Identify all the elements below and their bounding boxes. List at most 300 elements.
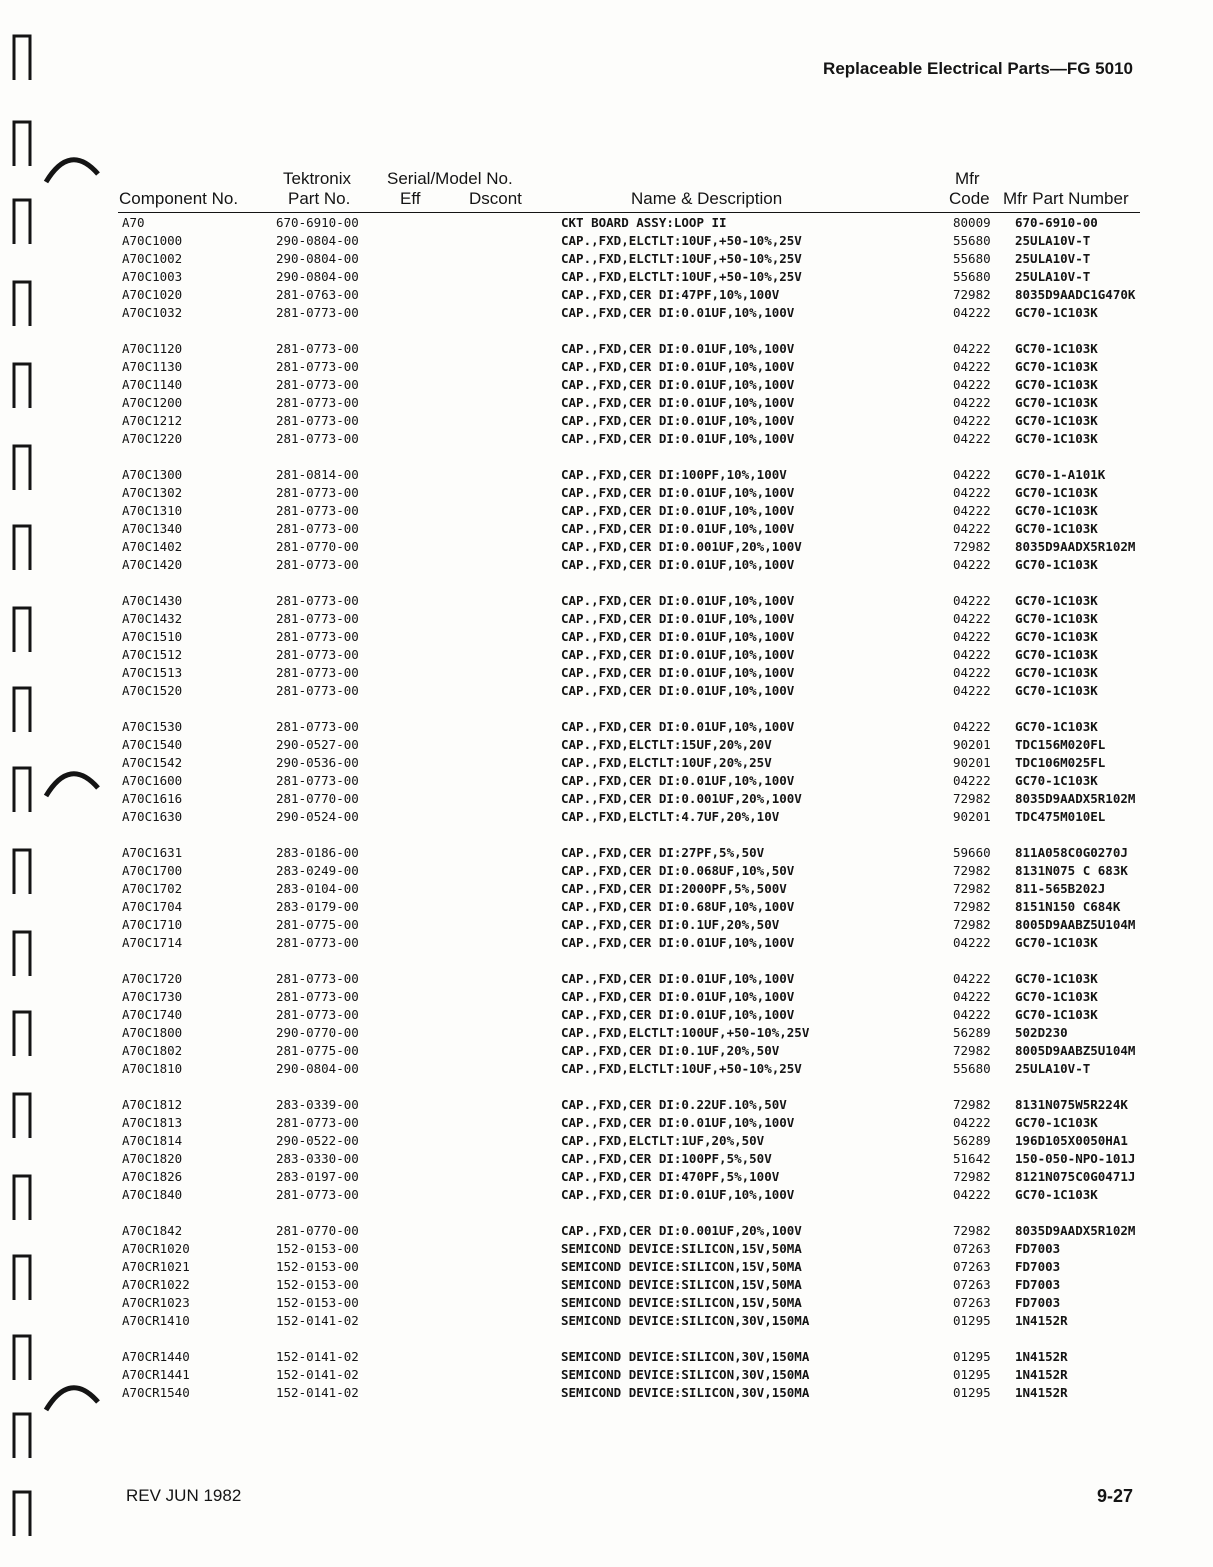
table-row: [0, 1060, 1213, 1078]
mfr-code-cell: 72982: [953, 1169, 991, 1184]
mfr-code-cell: 04222: [953, 521, 991, 536]
tektronix-part-no-cell: 281-0773-00: [276, 1187, 359, 1202]
tektronix-part-no-cell: 281-0773-00: [276, 395, 359, 410]
table-row: [0, 1312, 1213, 1330]
name-description-cell: CAP.,FXD,CER DI:0.1UF,20%,50V: [561, 917, 780, 932]
component-no-cell: A70C1810: [122, 1061, 183, 1076]
tektronix-part-no-cell: 290-0522-00: [276, 1133, 359, 1148]
table-row: [0, 736, 1213, 754]
name-description-cell: CAP.,FXD,CER DI:0.01UF,10%,100V: [561, 395, 795, 410]
mfr-part-number-cell: TDC156M020FL: [1015, 737, 1106, 752]
mfr-part-number-cell: GC70-1C103K: [1015, 485, 1098, 500]
mfr-part-number-cell: FD7003: [1015, 1295, 1061, 1310]
mfr-code-cell: 72982: [953, 539, 991, 554]
name-description-cell: CAP.,FXD,CER DI:0.001UF,20%,100V: [561, 539, 802, 554]
table-row: [0, 1258, 1213, 1276]
mfr-code-cell: 01295: [953, 1313, 991, 1328]
mfr-part-number-cell: GC70-1C103K: [1015, 1007, 1098, 1022]
mfr-part-number-cell: GC70-1C103K: [1015, 935, 1098, 950]
component-no-cell: A70C1800: [122, 1025, 183, 1040]
tektronix-part-no-cell: 281-0773-00: [276, 593, 359, 608]
component-no-cell: A70C1032: [122, 305, 183, 320]
mfr-part-number-cell: GC70-1C103K: [1015, 773, 1098, 788]
component-no-cell: A70C1200: [122, 395, 183, 410]
table-row: [0, 790, 1213, 808]
table-row: [0, 268, 1213, 286]
punch-mark-icon: [8, 928, 38, 978]
component-no-cell: A70CR1440: [122, 1349, 190, 1364]
punch-mark-icon: [8, 846, 38, 896]
table-row: [0, 628, 1213, 646]
table-row: [0, 214, 1213, 232]
component-no-cell: A70CR1441: [122, 1367, 190, 1382]
tektronix-part-no-cell: 281-0773-00: [276, 773, 359, 788]
component-no-cell: A70C1512: [122, 647, 183, 662]
name-description-cell: CAP.,FXD,CER DI:470PF,5%,100V: [561, 1169, 780, 1184]
mfr-code-cell: 04222: [953, 611, 991, 626]
tektronix-part-no-cell: 281-0775-00: [276, 917, 359, 932]
tektronix-part-no-cell: 281-0773-00: [276, 557, 359, 572]
table-row: [0, 286, 1213, 304]
mfr-code-cell: 72982: [953, 881, 991, 896]
mfr-code-cell: 04222: [953, 395, 991, 410]
tektronix-part-no-cell: 281-0773-00: [276, 1115, 359, 1130]
table-row: [0, 340, 1213, 358]
tektronix-part-no-cell: 281-0773-00: [276, 431, 359, 446]
name-description-cell: CAP.,FXD,CER DI:0.01UF,10%,100V: [561, 359, 795, 374]
table-row: [0, 808, 1213, 826]
mfr-code-cell: 01295: [953, 1349, 991, 1364]
mfr-part-number-cell: GC70-1C103K: [1015, 989, 1098, 1004]
table-row: [0, 1222, 1213, 1240]
mfr-part-number-cell: 25ULA10V-T: [1015, 251, 1091, 266]
mfr-part-number-cell: FD7003: [1015, 1259, 1061, 1274]
mfr-part-number-cell: 8131N075 C 683K: [1015, 863, 1128, 878]
table-row: [0, 1276, 1213, 1294]
mfr-part-number-cell: TDC106M025FL: [1015, 755, 1106, 770]
mfr-code-cell: 80009: [953, 215, 991, 230]
component-no-cell: A70C1420: [122, 557, 183, 572]
component-no-cell: A70C1700: [122, 863, 183, 878]
tektronix-part-no-cell: 290-0770-00: [276, 1025, 359, 1040]
name-description-cell: CAP.,FXD,CER DI:0.01UF,10%,100V: [561, 773, 795, 788]
mfr-part-number-cell: GC70-1C103K: [1015, 647, 1098, 662]
table-row: [0, 844, 1213, 862]
component-no-cell: A70CR1020: [122, 1241, 190, 1256]
name-description-cell: SEMICOND DEVICE:SILICON,15V,50MA: [561, 1295, 802, 1310]
table-row: [0, 610, 1213, 628]
name-description-cell: CAP.,FXD,CER DI:2000PF,5%,500V: [561, 881, 787, 896]
mfr-part-number-cell: 8035D9AADX5R102M: [1015, 1223, 1136, 1238]
name-description-cell: CAP.,FXD,CER DI:0.001UF,20%,100V: [561, 1223, 802, 1238]
table-row: [0, 466, 1213, 484]
name-description-cell: SEMICOND DEVICE:SILICON,30V,150MA: [561, 1349, 810, 1364]
binder-ring-arc-icon: [42, 148, 102, 184]
component-no-cell: A70C1402: [122, 539, 183, 554]
mfr-code-cell: 04222: [953, 773, 991, 788]
tektronix-part-no-cell: 281-0773-00: [276, 629, 359, 644]
component-no-cell: A70C1600: [122, 773, 183, 788]
punch-mark-icon: [8, 522, 38, 572]
name-description-cell: CAP.,FXD,CER DI:0.01UF,10%,100V: [561, 557, 795, 572]
mfr-part-number-cell: FD7003: [1015, 1241, 1061, 1256]
table-row: [0, 1042, 1213, 1060]
punch-mark-icon: [8, 196, 38, 246]
col-mfr-part-number: Mfr Part Number: [1003, 189, 1129, 208]
table-row: [0, 754, 1213, 772]
table-row: [0, 376, 1213, 394]
mfr-code-cell: 01295: [953, 1385, 991, 1400]
mfr-code-cell: 72982: [953, 1223, 991, 1238]
table-row: [0, 592, 1213, 610]
mfr-code-cell: 04222: [953, 683, 991, 698]
table-row: [0, 430, 1213, 448]
component-no-cell: A70C1020: [122, 287, 183, 302]
mfr-part-number-cell: 150-050-NPO-101J: [1015, 1151, 1136, 1166]
component-no-cell: A70CR1540: [122, 1385, 190, 1400]
component-no-cell: A70C1430: [122, 593, 183, 608]
name-description-cell: CAP.,FXD,CER DI:0.001UF,20%,100V: [561, 791, 802, 806]
table-row: [0, 916, 1213, 934]
mfr-code-cell: 72982: [953, 899, 991, 914]
table-row: [0, 862, 1213, 880]
name-description-cell: CAP.,FXD,CER DI:100PF,10%,100V: [561, 467, 787, 482]
mfr-code-cell: 04222: [953, 377, 991, 392]
name-description-cell: CAP.,FXD,CER DI:0.01UF,10%,100V: [561, 971, 795, 986]
name-description-cell: CAP.,FXD,CER DI:27PF,5%,50V: [561, 845, 765, 860]
tektronix-part-no-cell: 152-0153-00: [276, 1241, 359, 1256]
name-description-cell: CAP.,FXD,CER DI:0.01UF,10%,100V: [561, 989, 795, 1004]
mfr-part-number-cell: 8035D9AADX5R102M: [1015, 791, 1136, 806]
mfr-code-cell: 72982: [953, 863, 991, 878]
punch-mark-icon: [8, 1410, 38, 1460]
mfr-part-number-cell: GC70-1C103K: [1015, 611, 1098, 626]
mfr-part-number-cell: GC70-1C103K: [1015, 503, 1098, 518]
punch-mark-icon: [8, 764, 38, 814]
mfr-part-number-cell: 8151N150 C684K: [1015, 899, 1121, 914]
mfr-code-cell: 04222: [953, 719, 991, 734]
mfr-code-cell: 01295: [953, 1367, 991, 1382]
component-no-cell: A70C1630: [122, 809, 183, 824]
tektronix-part-no-cell: 281-0773-00: [276, 503, 359, 518]
mfr-code-cell: 04222: [953, 557, 991, 572]
component-no-cell: A70C1513: [122, 665, 183, 680]
punch-mark-icon: [8, 442, 38, 492]
component-no-cell: A70C1813: [122, 1115, 183, 1130]
tektronix-part-no-cell: 152-0141-02: [276, 1313, 359, 1328]
component-no-cell: A70: [122, 215, 145, 230]
name-description-cell: CAP.,FXD,CER DI:0.01UF,10%,100V: [561, 683, 795, 698]
table-row: [0, 1132, 1213, 1150]
mfr-part-number-cell: 8005D9AABZ5U104M: [1015, 917, 1136, 932]
name-description-cell: CAP.,FXD,CER DI:0.01UF,10%,100V: [561, 413, 795, 428]
col-mfr: Mfr: [955, 169, 980, 188]
mfr-code-cell: 07263: [953, 1277, 991, 1292]
mfr-code-cell: 04222: [953, 665, 991, 680]
tektronix-part-no-cell: 152-0141-02: [276, 1385, 359, 1400]
name-description-cell: CAP.,FXD,CER DI:0.01UF,10%,100V: [561, 611, 795, 626]
mfr-code-cell: 72982: [953, 287, 991, 302]
mfr-code-cell: 04222: [953, 935, 991, 950]
tektronix-part-no-cell: 290-0804-00: [276, 233, 359, 248]
mfr-code-cell: 04222: [953, 971, 991, 986]
table-row: [0, 484, 1213, 502]
tektronix-part-no-cell: 281-0775-00: [276, 1043, 359, 1058]
table-row: [0, 772, 1213, 790]
table-row: [0, 934, 1213, 952]
mfr-part-number-cell: GC70-1C103K: [1015, 557, 1098, 572]
mfr-part-number-cell: 1N4152R: [1015, 1385, 1068, 1400]
mfr-part-number-cell: 8035D9AADC1G470K: [1015, 287, 1136, 302]
component-no-cell: A70C1710: [122, 917, 183, 932]
mfr-code-cell: 04222: [953, 431, 991, 446]
component-no-cell: A70C1812: [122, 1097, 183, 1112]
name-description-cell: CAP.,FXD,CER DI:0.01UF,10%,100V: [561, 629, 795, 644]
mfr-part-number-cell: GC70-1C103K: [1015, 521, 1098, 536]
mfr-part-number-cell: GC70-1C103K: [1015, 341, 1098, 356]
table-row: [0, 538, 1213, 556]
tektronix-part-no-cell: 281-0773-00: [276, 971, 359, 986]
mfr-part-number-cell: 670-6910-00: [1015, 215, 1098, 230]
mfr-code-cell: 04222: [953, 647, 991, 662]
mfr-code-cell: 04222: [953, 1187, 991, 1202]
tektronix-part-no-cell: 290-0527-00: [276, 737, 359, 752]
component-no-cell: A70C1540: [122, 737, 183, 752]
tektronix-part-no-cell: 281-0763-00: [276, 287, 359, 302]
mfr-part-number-cell: 8131N075W5R224K: [1015, 1097, 1128, 1112]
table-row: [0, 556, 1213, 574]
col-name-description: Name & Description: [631, 189, 783, 208]
mfr-code-cell: 55680: [953, 269, 991, 284]
punch-mark-icon: [8, 1252, 38, 1302]
punch-mark-icon: [8, 1172, 38, 1222]
tektronix-part-no-cell: 281-0773-00: [276, 485, 359, 500]
component-no-cell: A70C1631: [122, 845, 183, 860]
col-eff: Eff: [400, 189, 421, 208]
mfr-code-cell: 51642: [953, 1151, 991, 1166]
mfr-part-number-cell: TDC475M010EL: [1015, 809, 1106, 824]
mfr-part-number-cell: 1N4152R: [1015, 1349, 1068, 1364]
mfr-part-number-cell: 25ULA10V-T: [1015, 233, 1091, 248]
mfr-code-cell: 04222: [953, 359, 991, 374]
name-description-cell: SEMICOND DEVICE:SILICON,30V,150MA: [561, 1367, 810, 1382]
mfr-part-number-cell: GC70-1C103K: [1015, 1115, 1098, 1130]
mfr-code-cell: 55680: [953, 251, 991, 266]
binder-ring-arc-icon: [42, 762, 102, 798]
table-row: [0, 232, 1213, 250]
mfr-code-cell: 56289: [953, 1025, 991, 1040]
component-no-cell: A70C1820: [122, 1151, 183, 1166]
binder-ring-arc-icon: [42, 1376, 102, 1412]
mfr-code-cell: 72982: [953, 1097, 991, 1112]
tektronix-part-no-cell: 670-6910-00: [276, 215, 359, 230]
mfr-part-number-cell: 811-565B202J: [1015, 881, 1106, 896]
name-description-cell: CAP.,FXD,CER DI:100PF,5%,50V: [561, 1151, 772, 1166]
mfr-part-number-cell: GC70-1C103K: [1015, 305, 1098, 320]
component-no-cell: A70C1310: [122, 503, 183, 518]
mfr-code-cell: 59660: [953, 845, 991, 860]
tektronix-part-no-cell: 281-0773-00: [276, 647, 359, 662]
tektronix-part-no-cell: 152-0141-02: [276, 1349, 359, 1364]
component-no-cell: A70C1530: [122, 719, 183, 734]
table-row: [0, 304, 1213, 322]
tektronix-part-no-cell: 281-0773-00: [276, 377, 359, 392]
mfr-part-number-cell: GC70-1C103K: [1015, 1187, 1098, 1202]
tektronix-part-no-cell: 290-0536-00: [276, 755, 359, 770]
name-description-cell: SEMICOND DEVICE:SILICON,30V,150MA: [561, 1313, 810, 1328]
name-description-cell: CAP.,FXD,CER DI:47PF,10%,100V: [561, 287, 780, 302]
component-no-cell: A70C1826: [122, 1169, 183, 1184]
table-row: [0, 1168, 1213, 1186]
tektronix-part-no-cell: 283-0179-00: [276, 899, 359, 914]
mfr-part-number-cell: GC70-1C103K: [1015, 395, 1098, 410]
tektronix-part-no-cell: 281-0814-00: [276, 467, 359, 482]
name-description-cell: CAP.,FXD,CER DI:0.01UF,10%,100V: [561, 305, 795, 320]
mfr-part-number-cell: FD7003: [1015, 1277, 1061, 1292]
component-no-cell: A70C1140: [122, 377, 183, 392]
tektronix-part-no-cell: 283-0339-00: [276, 1097, 359, 1112]
mfr-code-cell: 55680: [953, 1061, 991, 1076]
table-row: [0, 1114, 1213, 1132]
mfr-part-number-cell: 25ULA10V-T: [1015, 269, 1091, 284]
mfr-part-number-cell: GC70-1C103K: [1015, 377, 1098, 392]
component-no-cell: A70CR1023: [122, 1295, 190, 1310]
component-no-cell: A70C1730: [122, 989, 183, 1004]
component-no-cell: A70CR1021: [122, 1259, 190, 1274]
name-description-cell: CAP.,FXD,CER DI:0.01UF,10%,100V: [561, 341, 795, 356]
name-description-cell: CAP.,FXD,CER DI:0.01UF,10%,100V: [561, 1115, 795, 1130]
component-no-cell: A70C1842: [122, 1223, 183, 1238]
mfr-part-number-cell: 502D230: [1015, 1025, 1068, 1040]
mfr-code-cell: 04222: [953, 413, 991, 428]
component-no-cell: A70C1212: [122, 413, 183, 428]
name-description-cell: CAP.,FXD,ELCTLT:10UF,+50-10%,25V: [561, 269, 802, 284]
punch-mark-icon: [8, 360, 38, 410]
tektronix-part-no-cell: 290-0524-00: [276, 809, 359, 824]
component-no-cell: A70C1740: [122, 1007, 183, 1022]
tektronix-part-no-cell: 152-0153-00: [276, 1277, 359, 1292]
mfr-code-cell: 04222: [953, 485, 991, 500]
table-row: [0, 1006, 1213, 1024]
name-description-cell: CAP.,FXD,CER DI:0.01UF,10%,100V: [561, 431, 795, 446]
name-description-cell: CAP.,FXD,ELCTLT:15UF,20%,20V: [561, 737, 772, 752]
name-description-cell: CAP.,FXD,CER DI:0.01UF,10%,100V: [561, 719, 795, 734]
tektronix-part-no-cell: 290-0804-00: [276, 269, 359, 284]
table-row: [0, 646, 1213, 664]
component-no-cell: A70C1510: [122, 629, 183, 644]
component-no-cell: A70C1300: [122, 467, 183, 482]
mfr-code-cell: 04222: [953, 467, 991, 482]
table-row: [0, 358, 1213, 376]
table-row: [0, 1348, 1213, 1366]
table-row: [0, 520, 1213, 538]
table-row: [0, 682, 1213, 700]
table-row: [0, 412, 1213, 430]
mfr-code-cell: 90201: [953, 809, 991, 824]
tektronix-part-no-cell: 281-0770-00: [276, 539, 359, 554]
name-description-cell: CAP.,FXD,ELCTLT:100UF,+50-10%,25V: [561, 1025, 810, 1040]
mfr-code-cell: 55680: [953, 233, 991, 248]
tektronix-part-no-cell: 281-0773-00: [276, 989, 359, 1004]
mfr-code-cell: 90201: [953, 737, 991, 752]
tektronix-part-no-cell: 281-0773-00: [276, 1007, 359, 1022]
component-no-cell: A70C1220: [122, 431, 183, 446]
component-no-cell: A70C1302: [122, 485, 183, 500]
tektronix-part-no-cell: 152-0141-02: [276, 1367, 359, 1382]
punch-mark-icon: [8, 1090, 38, 1140]
mfr-code-cell: 04222: [953, 629, 991, 644]
mfr-part-number-cell: 811A058C0G0270J: [1015, 845, 1128, 860]
table-row: [0, 664, 1213, 682]
tektronix-part-no-cell: 283-0197-00: [276, 1169, 359, 1184]
mfr-part-number-cell: GC70-1C103K: [1015, 359, 1098, 374]
tektronix-part-no-cell: 290-0804-00: [276, 251, 359, 266]
table-row: [0, 1240, 1213, 1258]
name-description-cell: CAP.,FXD,ELCTLT:10UF,+50-10%,25V: [561, 1061, 802, 1076]
name-description-cell: CAP.,FXD,CER DI:0.01UF,10%,100V: [561, 485, 795, 500]
mfr-code-cell: 04222: [953, 305, 991, 320]
name-description-cell: CAP.,FXD,CER DI:0.01UF,10%,100V: [561, 503, 795, 518]
tektronix-part-no-cell: 281-0773-00: [276, 305, 359, 320]
table-row: [0, 988, 1213, 1006]
component-no-cell: A70C1520: [122, 683, 183, 698]
name-description-cell: CAP.,FXD,CER DI:0.01UF,10%,100V: [561, 935, 795, 950]
col-part-no: Part No.: [288, 189, 351, 208]
tektronix-part-no-cell: 281-0770-00: [276, 791, 359, 806]
mfr-code-cell: 72982: [953, 1043, 991, 1058]
component-no-cell: A70C1120: [122, 341, 183, 356]
tektronix-part-no-cell: 281-0773-00: [276, 719, 359, 734]
table-row: [0, 970, 1213, 988]
mfr-code-cell: 04222: [953, 1115, 991, 1130]
component-no-cell: A70C1432: [122, 611, 183, 626]
punch-mark-icon: [8, 1488, 38, 1538]
mfr-part-number-cell: 1N4152R: [1015, 1367, 1068, 1382]
name-description-cell: CAP.,FXD,CER DI:0.1UF,20%,50V: [561, 1043, 780, 1058]
mfr-code-cell: 72982: [953, 917, 991, 932]
name-description-cell: SEMICOND DEVICE:SILICON,30V,150MA: [561, 1385, 810, 1400]
punch-mark-icon: [8, 118, 38, 168]
mfr-part-number-cell: GC70-1C103K: [1015, 431, 1098, 446]
col-dscont: Dscont: [469, 189, 522, 208]
name-description-cell: CAP.,FXD,ELCTLT:10UF,+50-10%,25V: [561, 251, 802, 266]
table-row: [0, 1024, 1213, 1042]
mfr-part-number-cell: 25ULA10V-T: [1015, 1061, 1091, 1076]
mfr-part-number-cell: GC70-1C103K: [1015, 971, 1098, 986]
tektronix-part-no-cell: 152-0153-00: [276, 1259, 359, 1274]
component-no-cell: A70C1130: [122, 359, 183, 374]
name-description-cell: CAP.,FXD,CER DI:0.01UF,10%,100V: [561, 1187, 795, 1202]
component-no-cell: A70C1542: [122, 755, 183, 770]
name-description-cell: CAP.,FXD,ELCTLT:1UF,20%,50V: [561, 1133, 765, 1148]
tektronix-part-no-cell: 290-0804-00: [276, 1061, 359, 1076]
tektronix-part-no-cell: 281-0773-00: [276, 521, 359, 536]
mfr-code-cell: 04222: [953, 1007, 991, 1022]
punch-mark-icon: [8, 1008, 38, 1058]
page-header-title: Replaceable Electrical Parts—FG 5010: [823, 59, 1133, 78]
tektronix-part-no-cell: 281-0773-00: [276, 359, 359, 374]
table-row: [0, 394, 1213, 412]
component-no-cell: A70C1720: [122, 971, 183, 986]
component-no-cell: A70C1616: [122, 791, 183, 806]
table-row: [0, 1186, 1213, 1204]
table-row: [0, 1294, 1213, 1312]
revision-date: REV JUN 1982: [126, 1486, 242, 1505]
tektronix-part-no-cell: 283-0249-00: [276, 863, 359, 878]
name-description-cell: SEMICOND DEVICE:SILICON,15V,50MA: [561, 1241, 802, 1256]
component-no-cell: A70C1003: [122, 269, 183, 284]
component-no-cell: A70C1340: [122, 521, 183, 536]
